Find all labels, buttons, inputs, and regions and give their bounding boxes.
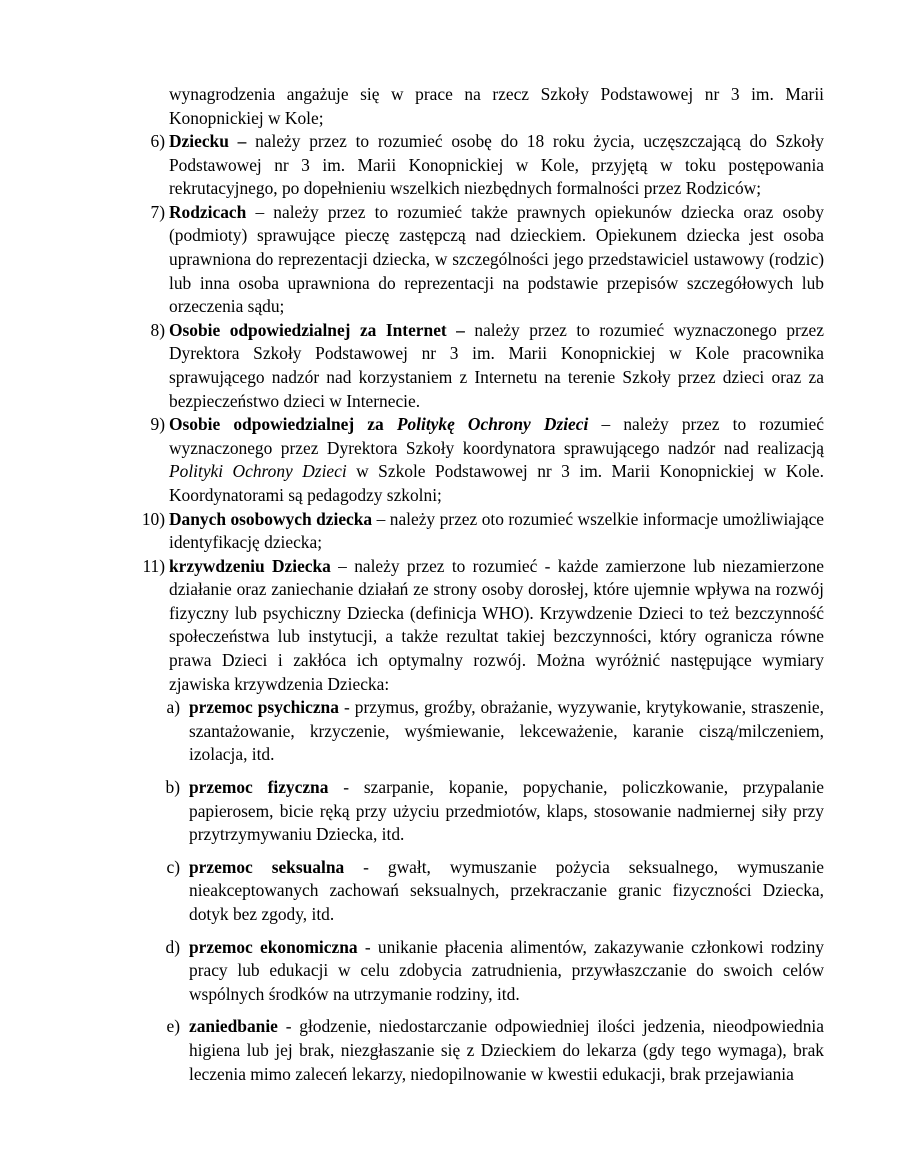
item-text: – należy przez to rozumieć wyznaczonego przez Dyrektora Szkoły koordynatora sprawującego nadzór nad realizacją [169,414,824,458]
item-text: – należy przez to rozumieć także prawnych opiekunów dziecka oraz osoby (podmioty) sprawujące pieczę zastępczą nad dzieckiem. Opiekunem dziecka jest osoba uprawniona do reprezentacji dziecka, w szczególności jego przedstawiciel ustawowy (rodzic) lub inna osoba uprawniona do reprezentacji na podstawie przepisów szczegółowych lub orzeczenia sądu; [169,201,824,317]
item-term: Dziecku – [169,131,247,151]
sub-item-term: zaniedbanie [189,1016,278,1037]
sub-item-text: - szarpanie, kopanie, popychanie, policzkowanie, przypalanie papierosem, bicie ręką przy użyciu przedmiotów, klaps, stosowanie nadmiernej siły przy przytrzymywaniu Dziecka, itd. [189,777,825,845]
sub-item-text: - przymus, groźby, obrażanie, wyzywanie, krytykowanie, straszenie, szantażowanie, krzyczenie, wyśmiewanie, lekceważenie, karanie ciszą/milczeniem, izolacja, itd. [189,697,824,765]
list-item [150,319,824,413]
sub-item-term: przemoc psychiczna [189,697,339,718]
item-term: Danych osobowych dziecka [169,508,373,529]
item-text: w Szkole Podstawowej nr 3 im. Marii Konopnickiej w Kole. Koordynatorami są pedagodzy szkolni; [169,461,824,505]
list-item [150,130,824,201]
list-item [141,508,825,555]
sub-item-term: przemoc seksualna [189,856,345,877]
item-number: 9) [150,414,165,435]
item-text-italic: Polityki Ochrony Dzieci [169,461,347,482]
sub-item-letter: b) [165,777,180,798]
sub-item-term: przemoc ekonomiczna [189,936,358,957]
sub-item-letter: d) [165,936,180,957]
sub-list-item [165,776,825,847]
item-text: należy przez to rozumieć wyznaczonego przez Dyrektora Szkoły Podstawowej nr 3 im. Marii Konopnickiej w Kole pracownika sprawującego nadzór nad korzystaniem z Internetu na terenie Szkoły przez dzieci oraz za bezpieczeństwo dzieci w Internecie. [169,319,824,411]
sub-item-letter: e) [166,1016,180,1037]
item-term: Rodzicach [169,201,247,222]
sub-list-item [166,1015,824,1086]
item-term: krzywdzeniu Dziecka [169,555,331,576]
definitions-list [0,130,907,1086]
item-term: Osobie odpowiedzialnej za Internet – [169,319,465,340]
list-item [150,201,824,319]
item-term: Osobie odpowiedzialnej za Politykę Ochrony Dzieci [169,414,589,435]
item-number: 6) [150,131,165,151]
item-text: – należy przez to rozumieć - każde zamierzone lub niezamierzone działanie oraz zaniechanie działań ze strony osoby dorosłej, które ujemnie wpływa na rozwój fizyczny lub psychiczny Dziecka (definicja WHO). Krzywdzenie Dzieci to też bezczynność społeczeństwa lub instytucji, a także rezultat takiej bezczynności, który ogranicza równe prawa Dzieci i zakłóca ich optymalny rozwój. Można wyróżnić następujące wymiary zjawiska krzywdzenia Dziecka: [169,555,824,694]
item-number: 11) [142,555,165,576]
sub-list-item [166,856,824,927]
item-text: – należy przez oto rozumieć wszelkie informacje umożliwiające identyfikację dziecka; [169,508,825,553]
continued-paragraph: wynagrodzenia angażuje się w prace na rzecz Szkoły Podstawowej nr 3 im. Marii Konopnickiej w Kole; [169,84,824,128]
sub-list-item [165,936,824,1007]
item-term-italic: Politykę Ochrony Dzieci [396,414,589,435]
item-text: należy przez to rozumieć osobę do 18 roku życia, uczęszczającą do Szkoły Podstawowej nr 3 im. Marii Konopnickiej w Kole, przyjętą w toku postępowania rekrutacyjnego, po dopełnieniu wszelkich niezbędnych formalności przez Rodziców; [169,131,824,199]
sub-list-item [166,696,824,767]
item-number: 8) [150,319,165,340]
sub-item-text: - gwałt, wymuszanie pożycia seksualnego, wymuszanie nieakceptowanych zachowań seksualnych, przekraczanie granic fizyczności Dziecka, dotyk bez zgody, itd. [189,856,824,924]
list-item [142,555,824,697]
item-number: 10) [141,508,165,529]
sub-item-term: przemoc fizyczna [189,777,329,798]
list-item [150,413,824,507]
sub-item-text: - unikanie płacenia alimentów, zakazywanie członkowi rodziny pracy lub edukacji w celu zdobycia zatrudnienia, przywłaszczanie do swoich celów wspólnych środków na utrzymanie rodziny, itd. [189,936,824,1004]
sub-item-letter: c) [166,856,180,877]
sub-item-letter: a) [166,697,180,718]
sub-item-text: - głodzenie, niedostarczanie odpowiedniej ilości jedzenia, nieodpowiednia higiena lub jej brak, niezgłaszanie się z Dzieckiem do lekarza (gdy tego wymaga), brak leczenia mimo zaleceń lekarzy, niedopilnowanie w kwestii edukacji, brak przejawiania [189,1016,824,1084]
item-number: 7) [150,201,165,222]
